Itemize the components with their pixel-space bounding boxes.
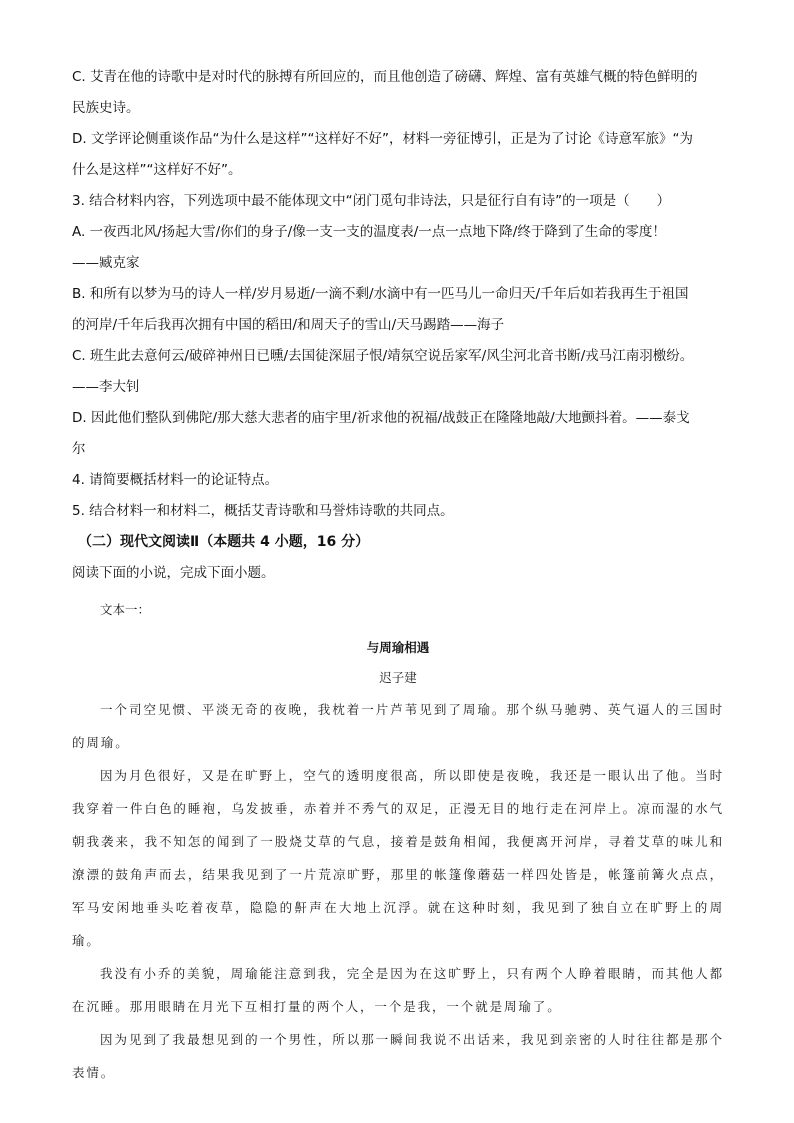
q3-option-c-line2: ——李大钊 [72,379,140,395]
q3-option-c-line1: C. 班生此去意何云/破碎神州日已曛/去国徒深屈子恨/靖氛空说岳家军/风尘河北音书断/戎马江南羽檄纷。 [72,348,694,364]
q3-option-a-line2: ——臧克家 [72,255,140,271]
reading-instruction: 阅读下面的小说，完成下面小题。 [72,565,275,581]
document-page [72,62,724,1089]
story-author: 迟子建 [379,670,417,685]
q3-option-d-line1: D. 因此他们整队到佛陀/那大慈大悲者的庙宇里/祈求他的祝福/战鼓正在隆隆地敲/大地颤抖着。——泰戈 [72,410,690,426]
story-paragraph-3: 我没有小乔的美貌，周瑜能注意到我，完全是因为在这旷野上，只有两个人睁着眼睛，而其他人都在沉睡。那用眼睛在月光下互相打量的两个人，一个是我，一个就是周瑜了。 [72,966,724,1014]
option-d-line1: D. 文学评论侧重谈作品“为什么是这样”“这样好不好”，材料一旁征博引，正是为了讨论《诗意军旅》“为 [72,131,693,147]
text-label: 文本一： [100,602,151,617]
q3-option-a-line1: A. 一夜西北风/扬起大雪/你们的身子/像一支一支的温度表/一点一点地下降/终于降到了生命的零度！ [72,224,666,240]
option-d-line2: 什么是这样”“这样好不好”。 [72,162,242,178]
story-block [72,595,724,1089]
option-c-line1: C. 艾青在他的诗歌中是对时代的脉搏有所回应的，而且他创造了磅礴、辉煌、富有英雄气概的特色鲜明的 [72,69,698,85]
story-title: 与周瑜相遇 [366,640,430,655]
q3-option-b-line1: B. 和所有以梦为马的诗人一样/岁月易逝/一滴不剩/水滴中有一匹马儿一命归天/千年后如若我再生于祖国 [72,286,689,302]
question-5: 5. 结合材料一和材料二，概括艾青诗歌和马誉炜诗歌的共同点。 [72,503,454,519]
option-c-line2: 民族史诗。 [72,100,140,116]
story-paragraph-4: 因为见到了我最想见到的一个男性，所以那一瞬间我说不出话来，我见到亲密的人时往往都是那个表情。 [72,1032,724,1080]
q3-option-d-line2: 尔 [72,441,86,457]
question-3: 3. 结合材料内容，下列选项中最不能体现文中“闭门觅句非诗法，只是征行自有诗”的一项是（ ） [72,193,671,209]
story-paragraph-1: 一个司空见惯、平淡无奇的夜晚，我枕着一片芦苇见到了周瑜。那个纵马驰骋、英气逼人的三国时的周瑜。 [72,702,724,750]
q3-option-b-line2: 的河岸/千年后我再次拥有中国的稻田/和周天子的雪山/天马踢踏——海子 [72,317,505,333]
section-heading: （二）现代文阅读Ⅱ（本题共 4 小题，16 分） [78,534,370,550]
story-paragraph-2: 因为月色很好，又是在旷野上，空气的透明度很高，所以即使是夜晚，我还是一眼认出了他。当时我穿着一件白色的睡袍，乌发披垂，赤着并不秀气的双足，正漫无目的地行走在河岸上。凉而湿的水气朝我袭来，我不知怎的闻到了一股烧艾草的气息，接着是鼓角相闻，我便离开河岸，寻着艾草的味儿和潦漂的鼓角声而去，结果我见到了一片荒凉旷野，那里的帐篷像蘑菇一样四处皆是，帐篷前篝火点点，军马安闲地垂头吃着夜草，隐隐的鼾声在大地上沉浮。就在这种时刻，我见到了独自立在旷野上的周瑜。 [72,768,724,948]
question-4: 4. 请简要概括材料一的论证特点。 [72,472,279,488]
